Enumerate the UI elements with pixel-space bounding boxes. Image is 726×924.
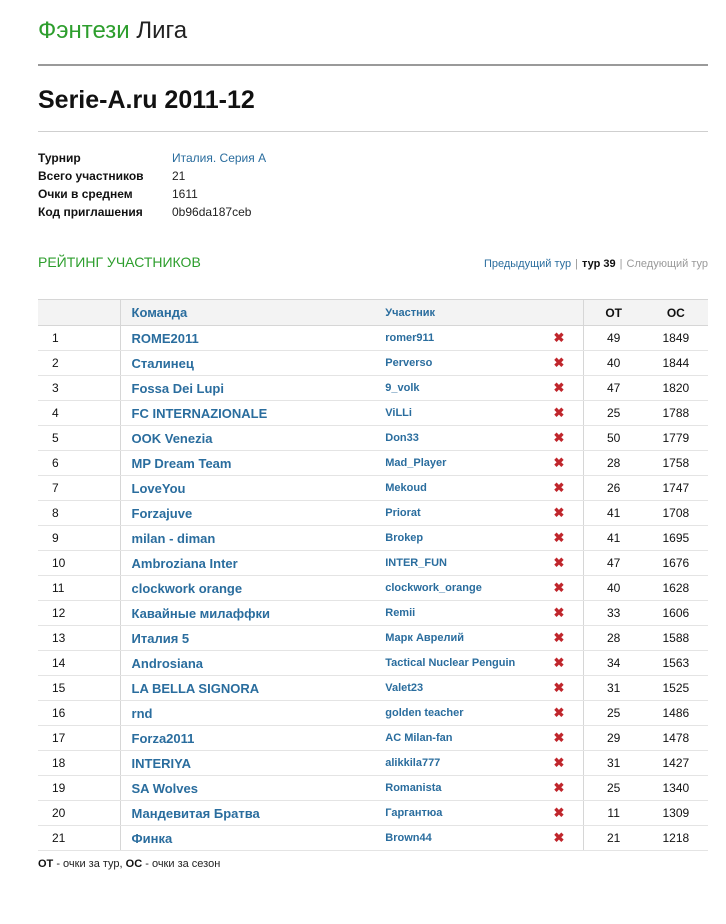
ot-cell: 25: [583, 401, 644, 426]
invite-code-value: 0b96da187ceb: [172, 205, 252, 219]
table-body: [38, 326, 708, 851]
ot-cell: 11: [583, 801, 644, 826]
ot-cell: 41: [583, 501, 644, 526]
remove-cell: [554, 701, 584, 726]
rank-cell: 16: [38, 701, 120, 726]
close-x-icon[interactable]: ✖: [553, 355, 565, 370]
user-link[interactable]: Romanista: [385, 776, 553, 801]
ot-cell: 25: [583, 776, 644, 801]
ot-cell: 28: [583, 451, 644, 476]
team-link[interactable]: Кавайные милаффки: [120, 601, 385, 626]
oc-cell: 1758: [644, 451, 708, 476]
user-link[interactable]: INTER_FUN: [385, 551, 553, 576]
ot-cell: 29: [583, 726, 644, 751]
oc-cell: 1606: [644, 601, 708, 626]
oc-cell: 1779: [644, 426, 708, 451]
ot-text: - очки за тур,: [53, 858, 126, 870]
ot-cell: 28: [583, 626, 644, 651]
ot-cell: 33: [583, 601, 644, 626]
rank-cell: 1: [38, 326, 120, 351]
remove-cell: [554, 801, 584, 826]
oc-cell: 1218: [644, 826, 708, 851]
close-x-icon[interactable]: ✖: [553, 805, 565, 820]
user-link[interactable]: Гаргантюа: [385, 801, 553, 826]
header-oc[interactable]: ОС: [644, 300, 708, 326]
team-link[interactable]: Forzajuve: [120, 501, 385, 526]
current-tour: тур 39: [582, 258, 616, 270]
close-x-icon[interactable]: ✖: [553, 630, 565, 645]
team-link[interactable]: Италия 5: [120, 626, 385, 651]
ot-cell: 41: [583, 526, 644, 551]
team-link[interactable]: LoveYou: [120, 476, 385, 501]
table-row: [38, 676, 708, 701]
team-link[interactable]: ROME2011: [120, 326, 385, 351]
user-link[interactable]: Tactical Nuclear Penguin: [385, 651, 553, 676]
rating-heading: РЕЙТИНГ УЧАСТНИКОВ: [38, 254, 201, 270]
oc-cell: 1849: [644, 326, 708, 351]
team-link[interactable]: rnd: [120, 701, 385, 726]
user-link[interactable]: AC Milan-fan: [385, 726, 553, 751]
table-row: [38, 826, 708, 851]
close-x-icon[interactable]: ✖: [553, 780, 565, 795]
team-link[interactable]: MP Dream Team: [120, 451, 385, 476]
ot-cell: 34: [583, 651, 644, 676]
page-title: Serie-A.ru 2011-12: [38, 86, 255, 114]
brand-part-2: Лига: [136, 17, 188, 44]
remove-cell: [554, 726, 584, 751]
rank-cell: 5: [38, 426, 120, 451]
table-row: [38, 451, 708, 476]
user-link[interactable]: Don33: [385, 426, 553, 451]
close-x-icon[interactable]: ✖: [553, 380, 565, 395]
ot-cell: 31: [583, 751, 644, 776]
close-x-icon[interactable]: ✖: [553, 705, 565, 720]
close-x-icon[interactable]: ✖: [553, 580, 565, 595]
user-link[interactable]: clockwork_orange: [385, 576, 553, 601]
close-x-icon[interactable]: ✖: [553, 655, 565, 670]
team-link[interactable]: Fossa Dei Lupi: [120, 376, 385, 401]
user-link[interactable]: golden teacher: [385, 701, 553, 726]
remove-cell: [554, 676, 584, 701]
table-row: [38, 701, 708, 726]
table-row: [38, 351, 708, 376]
team-link[interactable]: Forza2011: [120, 726, 385, 751]
table-row: [38, 526, 708, 551]
title-divider: [38, 131, 708, 132]
header-team[interactable]: Команда: [120, 300, 385, 326]
close-x-icon[interactable]: ✖: [553, 405, 565, 420]
close-x-icon[interactable]: ✖: [553, 430, 565, 445]
table-header-row: [38, 300, 708, 326]
ot-cell: 47: [583, 551, 644, 576]
next-tour-link: Следующий тур: [626, 258, 708, 270]
oc-cell: 1676: [644, 551, 708, 576]
team-link[interactable]: SA Wolves: [120, 776, 385, 801]
user-link[interactable]: 9_volk: [385, 376, 553, 401]
user-link[interactable]: Brown44: [385, 826, 553, 851]
rank-cell: 3: [38, 376, 120, 401]
team-link[interactable]: INTERIYA: [120, 751, 385, 776]
legend-footnote: [38, 857, 220, 871]
close-x-icon[interactable]: ✖: [553, 505, 565, 520]
table-row: [38, 601, 708, 626]
remove-cell: [554, 626, 584, 651]
team-link[interactable]: Ambroziana Inter: [120, 551, 385, 576]
table-row: [38, 576, 708, 601]
remove-cell: [554, 651, 584, 676]
tour-navigation: [484, 257, 708, 271]
header-user[interactable]: Участник: [385, 300, 553, 326]
brand-part-1: Фэнтези: [38, 17, 130, 44]
info-label: Код приглашения: [38, 205, 143, 219]
remove-cell: [554, 351, 584, 376]
header-divider: [38, 64, 708, 66]
rank-cell: 8: [38, 501, 120, 526]
oc-cell: 1788: [644, 401, 708, 426]
oc-cell: 1820: [644, 376, 708, 401]
remove-cell: [554, 576, 584, 601]
ot-cell: 47: [583, 376, 644, 401]
remove-cell: [554, 826, 584, 851]
close-x-icon[interactable]: ✖: [553, 330, 565, 345]
remove-cell: [554, 526, 584, 551]
close-x-icon[interactable]: ✖: [553, 530, 565, 545]
user-link[interactable]: Brokep: [385, 526, 553, 551]
table-row: [38, 376, 708, 401]
close-x-icon[interactable]: ✖: [553, 730, 565, 745]
team-link[interactable]: FC INTERNAZIONALE: [120, 401, 385, 426]
remove-cell: [554, 451, 584, 476]
tournament-link[interactable]: Италия. Серия А: [172, 151, 267, 165]
remove-cell: [554, 401, 584, 426]
remove-cell: [554, 426, 584, 451]
oc-cell: 1628: [644, 576, 708, 601]
user-link[interactable]: romer911: [385, 326, 553, 351]
rank-cell: 20: [38, 801, 120, 826]
rating-table: [38, 299, 708, 851]
close-x-icon[interactable]: ✖: [553, 605, 565, 620]
table-row: [38, 426, 708, 451]
info-label: Турнир: [38, 151, 81, 165]
team-link[interactable]: milan - diman: [120, 526, 385, 551]
oc-cell: 1747: [644, 476, 708, 501]
table-row: [38, 776, 708, 801]
table-row: [38, 476, 708, 501]
ot-cell: 25: [583, 701, 644, 726]
team-link[interactable]: clockwork orange: [120, 576, 385, 601]
remove-cell: [554, 601, 584, 626]
table-row: [38, 401, 708, 426]
table-row: [38, 801, 708, 826]
team-link[interactable]: OOK Venezia: [120, 426, 385, 451]
table-row: [38, 651, 708, 676]
remove-cell: [554, 751, 584, 776]
table-row: [38, 501, 708, 526]
header-ot[interactable]: ОТ: [583, 300, 644, 326]
rank-cell: 10: [38, 551, 120, 576]
team-link[interactable]: Мандевитая Братва: [120, 801, 385, 826]
oc-cell: 1486: [644, 701, 708, 726]
user-link[interactable]: alikkila777: [385, 751, 553, 776]
table-row: [38, 326, 708, 351]
team-link[interactable]: Androsiana: [120, 651, 385, 676]
ot-cell: 50: [583, 426, 644, 451]
rank-cell: 9: [38, 526, 120, 551]
table-row: [38, 726, 708, 751]
close-x-icon[interactable]: ✖: [553, 555, 565, 570]
ot-cell: 31: [583, 676, 644, 701]
rank-cell: 7: [38, 476, 120, 501]
oc-cell: 1588: [644, 626, 708, 651]
header-remove: [554, 300, 584, 326]
rank-cell: 19: [38, 776, 120, 801]
oc-cell: 1695: [644, 526, 708, 551]
oc-cell: 1340: [644, 776, 708, 801]
team-link[interactable]: LA BELLA SIGNORA: [120, 676, 385, 701]
ot-cell: 49: [583, 326, 644, 351]
rank-cell: 11: [38, 576, 120, 601]
user-link[interactable]: Priorat: [385, 501, 553, 526]
rank-cell: 13: [38, 626, 120, 651]
ot-cell: 40: [583, 351, 644, 376]
team-link[interactable]: Сталинец: [120, 351, 385, 376]
oc-cell: 1478: [644, 726, 708, 751]
ot-cell: 40: [583, 576, 644, 601]
remove-cell: [554, 476, 584, 501]
close-x-icon[interactable]: ✖: [553, 680, 565, 695]
oc-abbr: ОС: [125, 858, 143, 870]
rank-cell: 6: [38, 451, 120, 476]
rank-cell: 14: [38, 651, 120, 676]
rank-cell: 21: [38, 826, 120, 851]
site-logo[interactable]: [38, 16, 187, 46]
remove-cell: [554, 376, 584, 401]
info-label: Очки в среднем: [38, 187, 133, 201]
remove-cell: [554, 501, 584, 526]
header-rank: [38, 300, 120, 326]
user-link[interactable]: Valet23: [385, 676, 553, 701]
table-row: [38, 551, 708, 576]
remove-cell: [554, 776, 584, 801]
rank-cell: 18: [38, 751, 120, 776]
ot-abbr: ОТ: [38, 858, 54, 870]
user-link[interactable]: ViLLi: [385, 401, 553, 426]
user-link[interactable]: Mad_Player: [385, 451, 553, 476]
rank-cell: 15: [38, 676, 120, 701]
prev-tour-link[interactable]: Предыдущий тур: [483, 258, 572, 270]
nav-separator: |: [575, 258, 579, 270]
ot-cell: 21: [583, 826, 644, 851]
ot-cell: 26: [583, 476, 644, 501]
close-x-icon[interactable]: ✖: [553, 755, 565, 770]
rank-cell: 12: [38, 601, 120, 626]
oc-text: - очки за сезон: [142, 858, 221, 870]
oc-cell: 1708: [644, 501, 708, 526]
close-x-icon[interactable]: ✖: [553, 455, 565, 470]
oc-cell: 1525: [644, 676, 708, 701]
remove-cell: [554, 551, 584, 576]
table-row: [38, 751, 708, 776]
oc-cell: 1427: [644, 751, 708, 776]
remove-cell: [554, 326, 584, 351]
info-value: 21: [172, 169, 186, 183]
user-link[interactable]: Perverso: [385, 351, 553, 376]
table-row: [38, 626, 708, 651]
nav-separator: |: [619, 258, 623, 270]
oc-cell: 1309: [644, 801, 708, 826]
info-value: 1611: [172, 187, 198, 201]
info-label: Всего участников: [38, 169, 144, 183]
close-x-icon[interactable]: ✖: [553, 830, 565, 845]
rank-cell: 4: [38, 401, 120, 426]
team-link[interactable]: Финка: [120, 826, 385, 851]
oc-cell: 1844: [644, 351, 708, 376]
user-link[interactable]: Марк Аврелий: [385, 626, 553, 651]
oc-cell: 1563: [644, 651, 708, 676]
close-x-icon[interactable]: ✖: [553, 480, 565, 495]
user-link[interactable]: Mekoud: [385, 476, 553, 501]
rank-cell: 17: [38, 726, 120, 751]
rank-cell: 2: [38, 351, 120, 376]
user-link[interactable]: Remii: [385, 601, 553, 626]
